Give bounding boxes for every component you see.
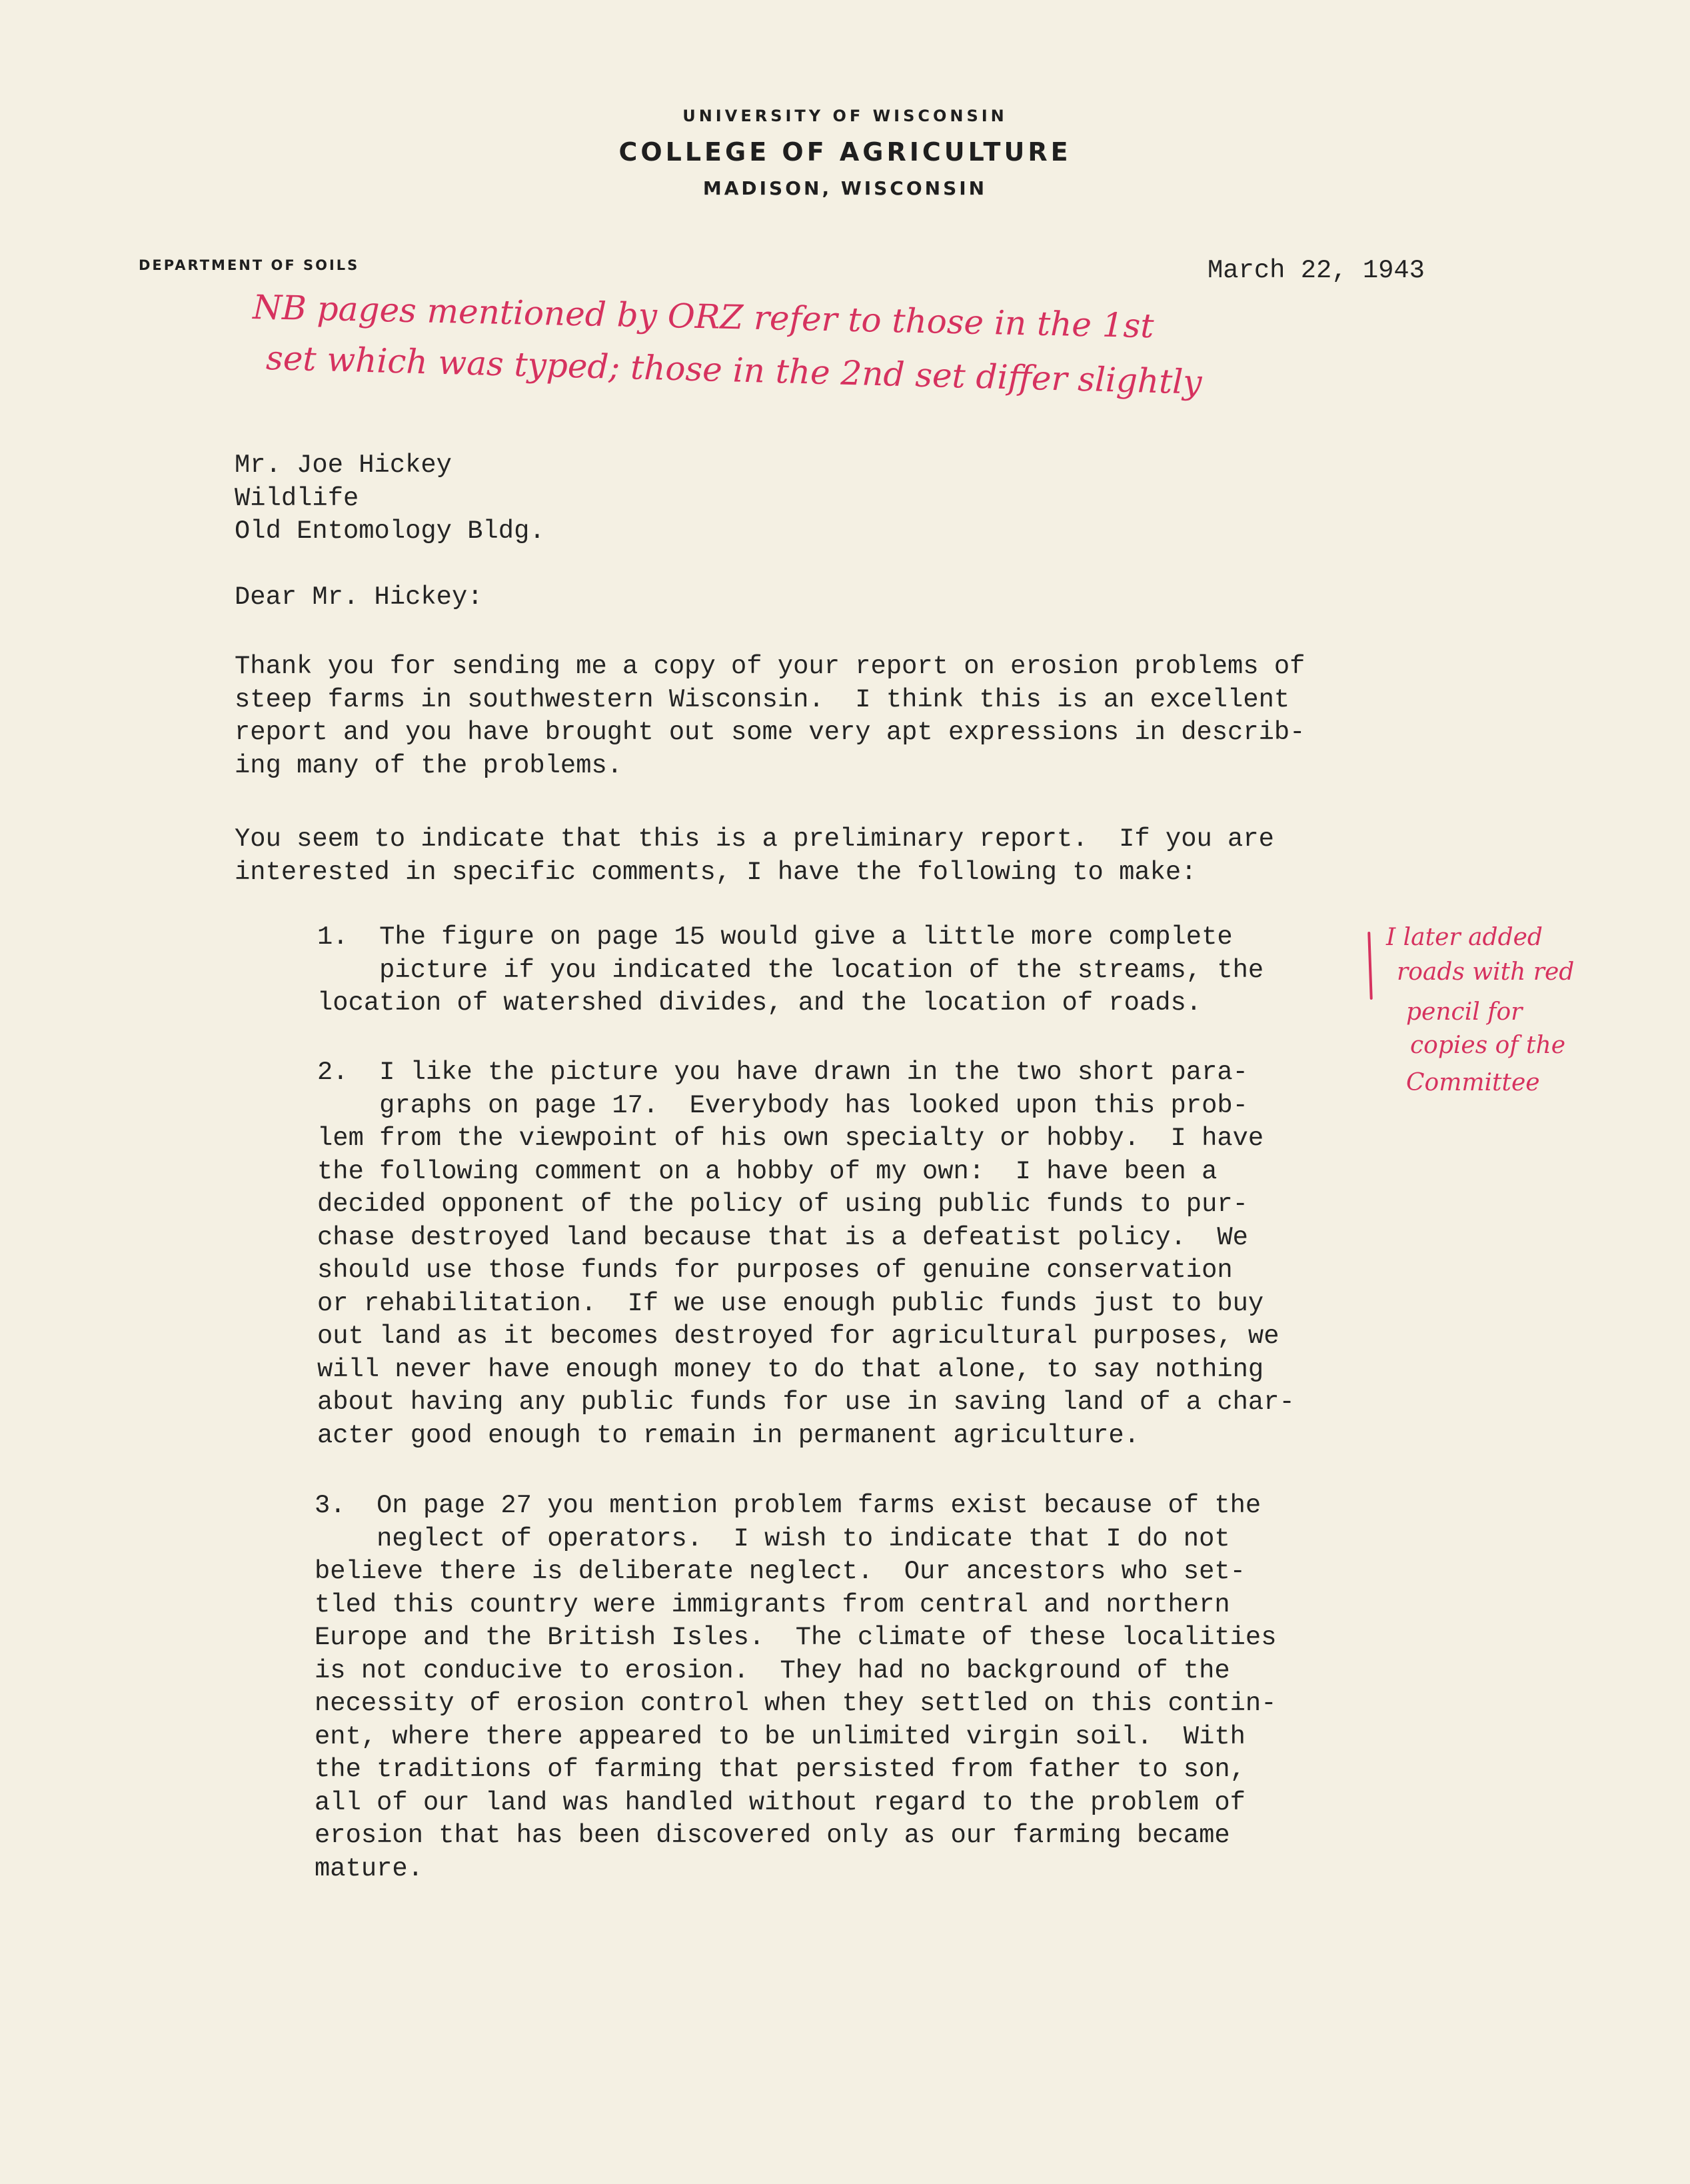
paragraph-thanks: Thank you for sending me a copy of your report on erosion problems of steep farms in southwestern Wisconsin. I think this is an excellent report and you have brought out some very apt expressions in describ- ing many of the problems. <box>235 652 1305 780</box>
salutation: Dear Mr. Hickey: <box>235 582 483 612</box>
comment-item-3: 3. On page 27 you mention problem farms exist because of the neglect of operators. I wish to indicate that I do not believe there is deliberate neglect. Our ancestors who set- tled this country were immigrants from central and northern Europe and the British Isles. The climate of these localities is not conducive to erosion. They had no background of the necessity of erosion control when they settled on this contin- ent, where there appeared to be unlimited virgin soil. With the traditions of farming that persisted from father to son, all of our land was handled without regard to the problem of erosion that has been discovered only as our farming became mature. <box>315 1491 1277 1883</box>
margin-note-bracket <box>1367 932 1373 1000</box>
comment-item-1: 1. The figure on page 15 would give a little more complete picture if you indicated the location of the streams, the location of watershed divides, and the location of roads. <box>317 922 1264 1018</box>
letterhead-university: UNIVERSITY OF WISCONSIN <box>682 107 1008 125</box>
comment-item-2: 2. I like the picture you have drawn in the two short para- graphs on page 17. Everybody has looked upon this prob- lem from the viewpoint of his own specialty or hobby. I have the following comment on a hobby of my own: I have been a decided opponent of the policy of using public funds to pur- chase destroyed land because that is a defeatist policy. We should use those funds for purposes of genuine conservation or rehabilitation. If we use enough public funds just to buy out land as it becomes destroyed for agricultural purposes, we will never have enough money to do that alone, to say nothing about having any public funds for use in saving land of a char- acter good enough to remain in permanent agriculture. <box>317 1058 1295 1450</box>
department-name: DEPARTMENT OF SOILS <box>139 257 360 273</box>
handwritten-note-line-1: NB pages mentioned by ORZ refer to those in the 1st <box>252 288 1155 346</box>
letter-date: March 22, 1943 <box>1208 256 1425 285</box>
letterhead-college: COLLEGE OF AGRICULTURE <box>618 137 1072 167</box>
margin-note-line-3: pencil for <box>1406 998 1523 1026</box>
recipient-address: Mr. Joe Hickey Wildlife Old Entomology Bldg. <box>235 451 545 546</box>
margin-note-line-2: roads with red <box>1397 958 1575 986</box>
paragraph-preliminary: You seem to indicate that this is a preliminary report. If you are interested in specific comments, I have the following to make: <box>235 824 1274 887</box>
handwritten-note-line-2: set which was typed; those in the 2nd set differ slightly <box>265 339 1203 402</box>
margin-note-line-1: I later added <box>1386 924 1543 951</box>
letterhead-city: MADISON, WISCONSIN <box>702 177 988 199</box>
margin-note-line-4: copies of the <box>1410 1032 1566 1059</box>
margin-note-line-5: Committee <box>1406 1069 1540 1096</box>
